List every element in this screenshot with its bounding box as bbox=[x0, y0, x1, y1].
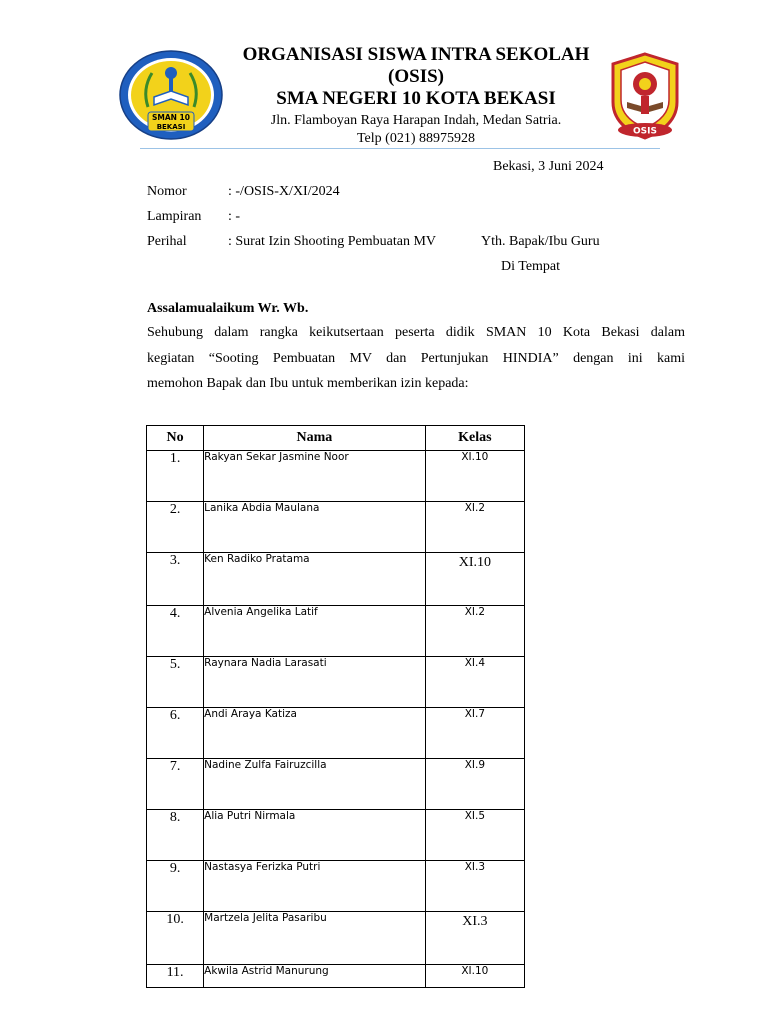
row-nama: Ken Radiko Pratama bbox=[204, 553, 426, 606]
recipient-line-1: Yth. Bapak/Ibu Guru bbox=[481, 234, 600, 249]
letterhead bbox=[224, 44, 608, 148]
table-row bbox=[147, 553, 525, 606]
row-kelas: XI.2 bbox=[425, 502, 524, 553]
row-kelas: XI.7 bbox=[425, 708, 524, 759]
row-nama: Alia Putri Nirmala bbox=[204, 810, 426, 861]
recipient-line-2: Di Tempat bbox=[501, 259, 561, 274]
row-no: 3. bbox=[147, 553, 204, 606]
row-no: 11. bbox=[147, 965, 204, 988]
table-row bbox=[147, 657, 525, 708]
school-phone: Telp (021) 88975928 bbox=[356, 131, 475, 146]
logo-left-text-2: BEKASI bbox=[156, 123, 186, 131]
row-nama: Raynara Nadia Larasati bbox=[204, 657, 426, 708]
paragraph-line-2: kegiatan “Sooting Pembuatan MV dan Pertunjukan HINDIA” dengan ini kami bbox=[147, 350, 685, 366]
row-kelas: XI.5 bbox=[425, 810, 524, 861]
table-row bbox=[147, 708, 525, 759]
paragraph-line-3: memohon Bapak dan Ibu untuk memberikan izin kepada: bbox=[147, 376, 469, 391]
row-no: 5. bbox=[147, 657, 204, 708]
row-nama: Nadine Zulfa Fairuzcilla bbox=[204, 759, 426, 810]
table-row bbox=[147, 759, 525, 810]
school-address: Jln. Flamboyan Raya Harapan Indah, Medan Satria. bbox=[270, 113, 562, 128]
logo-left-text-1: SMAN 10 bbox=[152, 113, 190, 122]
school-name: SMA NEGERI 10 KOTA BEKASI bbox=[276, 88, 556, 109]
lampiran-label: Lampiran bbox=[147, 209, 202, 224]
table-row bbox=[147, 912, 525, 965]
row-no: 6. bbox=[147, 708, 204, 759]
table-row bbox=[147, 502, 525, 553]
greeting: Assalamualaikum Wr. Wb. bbox=[147, 301, 309, 316]
osis-emblem-logo bbox=[605, 50, 685, 142]
org-abbreviation: (OSIS) bbox=[388, 66, 444, 87]
row-kelas: XI.3 bbox=[425, 861, 524, 912]
row-nama: Akwila Astrid Manurung bbox=[204, 965, 426, 988]
row-no: 10. bbox=[147, 912, 204, 965]
table-row bbox=[147, 861, 525, 912]
row-kelas: XI.10 bbox=[425, 451, 524, 502]
body-paragraph bbox=[147, 320, 685, 397]
logo-right-text: OSIS bbox=[633, 126, 657, 137]
student-table bbox=[146, 425, 525, 988]
row-nama: Nastasya Ferizka Putri bbox=[204, 861, 426, 912]
row-no: 8. bbox=[147, 810, 204, 861]
row-nama: Rakyan Sekar Jasmine Noor bbox=[204, 451, 426, 502]
school-emblem-logo bbox=[118, 49, 224, 141]
row-kelas: XI.2 bbox=[425, 606, 524, 657]
table-row bbox=[147, 810, 525, 861]
table-header-row bbox=[147, 426, 525, 451]
table-row bbox=[147, 451, 525, 502]
row-kelas: XI.3 bbox=[425, 912, 524, 965]
org-name: ORGANISASI SISWA INTRA SEKOLAH bbox=[242, 44, 590, 65]
row-no: 4. bbox=[147, 606, 204, 657]
header-divider bbox=[140, 148, 660, 149]
nomor-label: Nomor bbox=[147, 184, 187, 199]
perihal-label: Perihal bbox=[147, 234, 187, 249]
row-no: 9. bbox=[147, 861, 204, 912]
table-row bbox=[147, 965, 525, 988]
nomor-value: : -/OSIS-X/XI/2024 bbox=[228, 184, 340, 199]
letter-date: Bekasi, 3 Juni 2024 bbox=[493, 159, 604, 174]
perihal-value: : Surat Izin Shooting Pembuatan MV bbox=[228, 234, 437, 249]
row-nama: Martzela Jelita Pasaribu bbox=[204, 912, 426, 965]
row-kelas: XI.4 bbox=[425, 657, 524, 708]
row-kelas: XI.10 bbox=[425, 965, 524, 988]
header-no: No bbox=[147, 426, 204, 451]
row-kelas: XI.9 bbox=[425, 759, 524, 810]
row-no: 7. bbox=[147, 759, 204, 810]
header-kelas: Kelas bbox=[425, 426, 524, 451]
row-nama: Lanika Abdia Maulana bbox=[204, 502, 426, 553]
paragraph-line-1: Sehubung dalam rangka keikutsertaan peserta didik SMAN 10 Kota Bekasi dalam bbox=[147, 325, 685, 340]
table-row bbox=[147, 606, 525, 657]
row-nama: Alvenia Angelika Latif bbox=[204, 606, 426, 657]
row-no: 1. bbox=[147, 451, 204, 502]
row-kelas: XI.10 bbox=[425, 553, 524, 606]
row-no: 2. bbox=[147, 502, 204, 553]
lampiran-value: : - bbox=[228, 209, 241, 224]
header-nama: Nama bbox=[204, 426, 426, 451]
row-nama: Andi Araya Katiza bbox=[204, 708, 426, 759]
